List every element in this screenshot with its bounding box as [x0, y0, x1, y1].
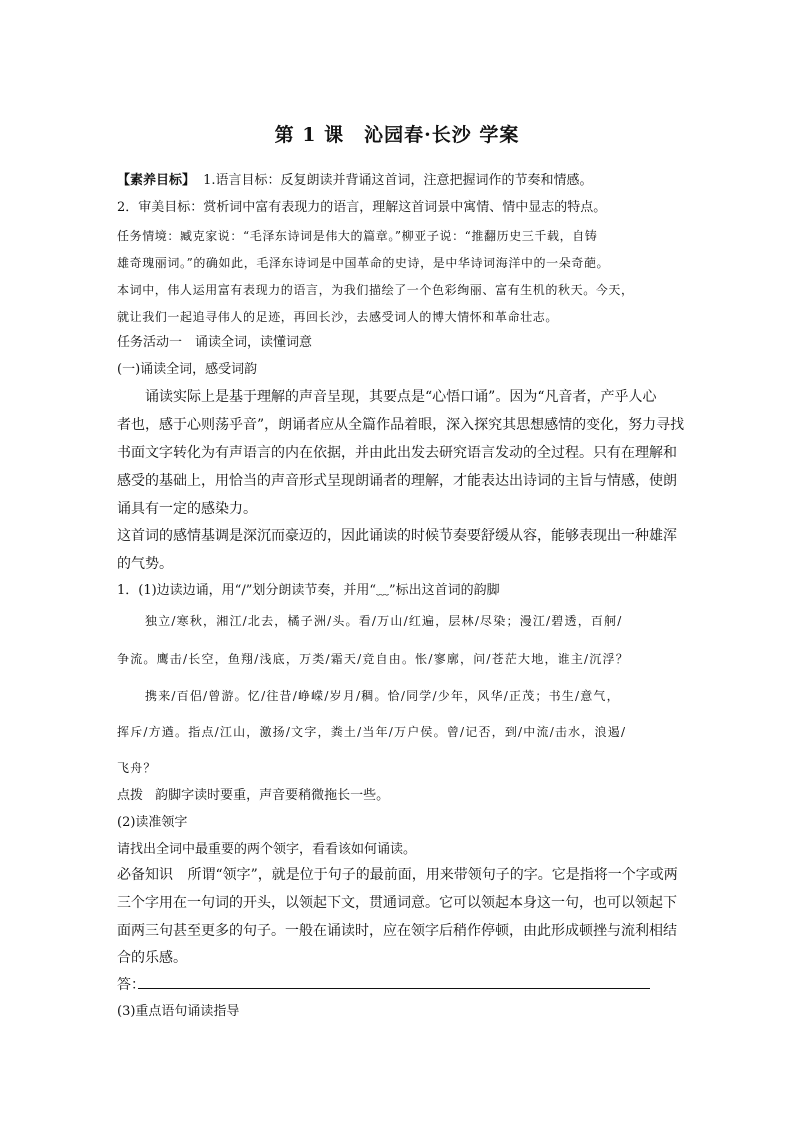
goals-tag: 【素养目标】 — [117, 173, 196, 188]
situation-line-4: 就让我们一起追寻伟人的足迹，再回长沙，去感受词人的博大情怀和革命壮志。 — [117, 310, 559, 324]
answer-label: 答： — [117, 977, 145, 993]
answer-blank[interactable] — [138, 988, 650, 989]
para1-line-5: 诵具有一定的感染力。 — [117, 501, 257, 517]
goal-2: 2．审美目标：赏析词中富有表现力的语言，理解这首词景中寓情、情中显志的特点。 — [117, 200, 607, 215]
situation-line-3: 本词中，伟人运用富有表现力的语言，为我们描绘了一个色彩绚丽、富有生机的秋天。今天， — [117, 283, 634, 297]
poem-line-5: 飞舟？ — [117, 761, 157, 775]
para2-line-2: 的气势。 — [117, 556, 173, 572]
question-1: 1．(1)边读边诵，用“/”划分朗读节奏，并用“﹏”标出这首词的韵脚 — [117, 583, 500, 598]
activity-1-heading: 任务活动一 诵读全词，读懂词意 — [117, 335, 313, 350]
para1-line-2: 者也，感于心则荡乎音”，朗诵者应从全篇作品着眼，深入探究其思想感情的变化，努力寻找 — [117, 417, 685, 433]
tip-line — [117, 786, 389, 806]
knowledge-line-1 — [117, 865, 678, 885]
section-3-heading: (3)重点语句诵读指导 — [117, 1004, 240, 1019]
poem-line-2: 争流。鹰击/长空，鱼翔/浅底，万类/霜天/竞自由。怅/寥廓，问/苍茫大地，谁主/沉浮？ — [117, 652, 629, 666]
para1-line-3: 书面文字转化为有声语言的内在依据，并由此出发去研究语言发动的全过程。只有在理解和 — [117, 445, 677, 461]
knowledge-line-3: 面两三句甚至更多的句子。一般在诵读时，应在领字后稍作停顿，由此形成顿挫与流利相结 — [117, 923, 677, 939]
situation-line-2: 雄奇瑰丽词。”的确如此，毛泽东诗词是中国革命的史诗，是中华诗词海洋中的一朵奇葩。 — [117, 256, 610, 270]
poem-line-3: 携来/百侣/曾游。忆/往昔/峥嵘/岁月/稠。恰/同学/少年，风华/正茂；书生/意气， — [145, 689, 620, 703]
poem-line-4: 挥斥/方遒。指点/江山，激扬/文字，粪土/当年/万户侯。曾/记否，到/中流/击水，浪遏/ — [117, 725, 627, 739]
section-1-heading: (一)诵读全词，感受词韵 — [117, 362, 258, 377]
section-2-heading: (2)读准领字 — [117, 815, 188, 830]
page-title: 第 1 课 沁园春·长沙 学案 — [274, 124, 520, 146]
tip-label: 点拨 — [117, 788, 144, 803]
goal-line-1 — [117, 171, 593, 191]
knowledge-text-1: 所谓“领字”，就是位于句子的最前面，用来带领句子的字。它是指将一个字或两 — [187, 867, 678, 883]
knowledge-line-4: 合的乐感。 — [117, 950, 187, 966]
goal-1: 1.语言目标：反复朗读并背诵这首词，注意把握词作的节奏和情感。 — [203, 173, 593, 188]
situation-line-1: 任务情境：臧克家说：“毛泽东诗词是伟大的篇章。”柳亚子说：“推翻历史三千载，自铸 — [117, 229, 598, 243]
knowledge-label: 必备知识 — [117, 867, 173, 883]
question-2: 请找出全词中最重要的两个领字，看看该如何诵读。 — [117, 842, 417, 857]
poem-line-1: 独立/寒秋，湘江/北去，橘子洲/头。看/万山/红遍，层林/尽染；漫江/碧透，百舸/ — [145, 614, 623, 628]
tip-text: 韵脚字读时要重，声音要稍微拖长一些。 — [155, 788, 390, 803]
knowledge-line-2: 三个字用在一句词的开头，以领起下文，贯通词意。它可以领起本身这一句，也可以领起下 — [117, 895, 677, 911]
para1-line-1: 诵读实际上是基于理解的声音呈现，其要点是“心悟口诵”。因为“凡音者，产乎人心 — [145, 389, 657, 405]
para2-line-1: 这首词的感情基调是深沉而豪迈的，因此诵读的时候节奏要舒缓从容，能够表现出一种雄浑 — [117, 528, 677, 544]
para1-line-4: 感受的基础上，用恰当的声音形式呈现朗诵者的理解，才能表达出诗词的主旨与情感，使朗 — [117, 473, 677, 489]
